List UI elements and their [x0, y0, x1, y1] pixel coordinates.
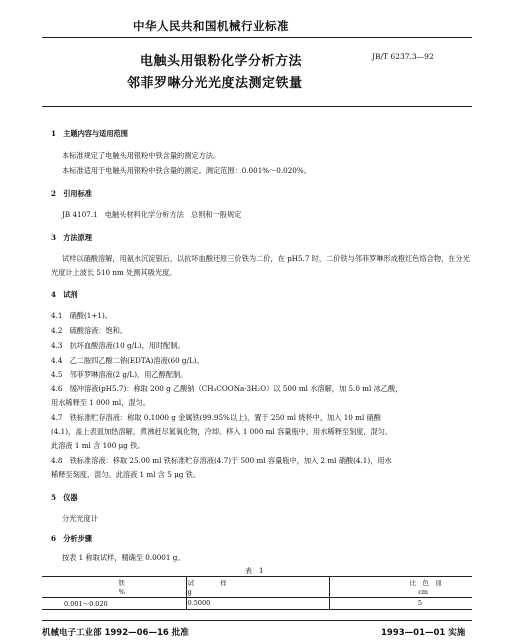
table-cell-cuvette: 5	[417, 599, 422, 607]
table-header-row	[42, 577, 472, 587]
section-1-para-1: 本标准规定了电触头用银粉中铁含量的测定方法。	[62, 151, 221, 160]
doc-title-2: 邻菲罗啉分光光度法测定铁量	[127, 76, 303, 91]
reagent-item-4-6-line-2: 用水稀释至 1 000 ml，混匀。	[51, 398, 150, 407]
table-caption: 表 1	[245, 567, 264, 575]
issuing-body: 中华人民共和国机械行业标准	[133, 19, 289, 33]
footer-rule	[42, 620, 472, 621]
section-4-heading: 4 试剂	[51, 290, 78, 299]
reagent-item-4-7-line-1: 4.7 铁标准贮存溶液：称取 0.1000 g 金属铁(99.95%以上)，置于 250 ml 烧杯中，加入 10 ml 硝酸	[51, 413, 381, 422]
table-unit-iron: %	[118, 588, 125, 596]
table-row	[42, 598, 472, 609]
approval-note: 机械电子工业部 1992—06—16 批准	[42, 628, 189, 638]
table-unit-row	[42, 587, 472, 598]
section-2-para-1: JB 4107.1 电触头材料化学分析方法 总则和一般规定	[62, 210, 242, 219]
table-cell-iron-range: 0.001～0.020	[64, 599, 108, 608]
table-col-divider	[186, 576, 187, 610]
standard-code: JB/T 6237.3—92	[372, 52, 434, 61]
title-rule	[42, 106, 472, 107]
section-5-para-1: 分光光度计	[62, 514, 98, 523]
table-head-iron: 铁	[118, 578, 126, 587]
reagent-item: 4.1 硝酸(1+1)。	[51, 311, 112, 320]
reagent-item: 4.4 乙二胺四乙酸二钠(EDTA)溶液(60 g/L)。	[51, 356, 204, 365]
reagent-item-4-8-line-1: 4.8 铁标准溶液：移取 25.00 ml 铁标准贮存溶液(4.7)于 500 ml 容量瓶中，加入 2 ml 硝酸(4.1)，用水	[51, 456, 392, 465]
table-unit-sample: g	[187, 588, 192, 596]
reagent-item: 4.3 抗坏血酸溶液(10 g/L)，用时配制。	[51, 341, 185, 350]
table-unit-cell: cm	[418, 588, 428, 596]
table-head-cell: 比 色 皿	[409, 578, 442, 587]
section-6-para-1: 按表 1 称取试样，精确至 0.0001 g。	[62, 553, 185, 562]
table-1	[42, 577, 472, 608]
reagent-item-4-6-line-1: 4.6 缓冲溶液(pH5.7)：称取 200 g 乙酸钠（CH₃COONa·3H₂O）以 500 ml 水溶解，加 5.0 ml 冰乙酸，	[51, 384, 403, 393]
table-head-sample: 试 样	[187, 578, 227, 587]
reagent-item-4-8-line-2: 稀释至刻度，混匀。此溶液 1 ml 含 5 μg 铁。	[51, 470, 201, 479]
section-2-heading: 2 引用标准	[51, 189, 92, 198]
reagent-item-4-7-line-2: (4.1)，盖上表皿加热溶解，煮沸赶尽氮氧化物，冷却。移入 1 000 ml 容量瓶中，用水稀释至刻度，混匀。	[51, 427, 393, 436]
section-1-heading: 1 主题内容与适用范围	[51, 129, 128, 138]
section-6-heading: 6 分析步骤	[51, 534, 92, 543]
implementation-date: 1993—01—01 实施	[381, 628, 466, 638]
header-rule	[42, 37, 472, 38]
section-3-para-1: 试样以硝酸溶解，用氨水沉淀银后，以抗坏血酸还原三价铁为二价，在 pH5.7 时，二价铁与邻菲罗啉形成橙红色络合物，在分光光度计上波长 510 nm 处测其吸光度。	[51, 254, 470, 277]
reagent-item: 4.5 邻菲罗啉溶液(2 g/L)，用乙醇配制。	[51, 370, 188, 379]
section-3-heading: 3 方法原理	[51, 233, 92, 242]
reagent-item: 4.2 硫酸溶液：饱和。	[51, 326, 128, 335]
section-1-para-2: 本标准适用于电触头用银粉中铁含量的测定。测定范围：0.001%～0.020%。	[62, 166, 311, 175]
table-col-divider	[329, 576, 330, 610]
section-5-heading: 5 仪器	[51, 493, 78, 502]
table-cell-sample-mass: 0.5000	[187, 599, 211, 607]
reagent-item-4-7-line-3: 此溶液 1 ml 含 100 μg 铁。	[51, 441, 145, 450]
table-bottom-rule	[42, 609, 472, 610]
doc-title-1: 电触头用银粉化学分析方法	[140, 54, 303, 69]
